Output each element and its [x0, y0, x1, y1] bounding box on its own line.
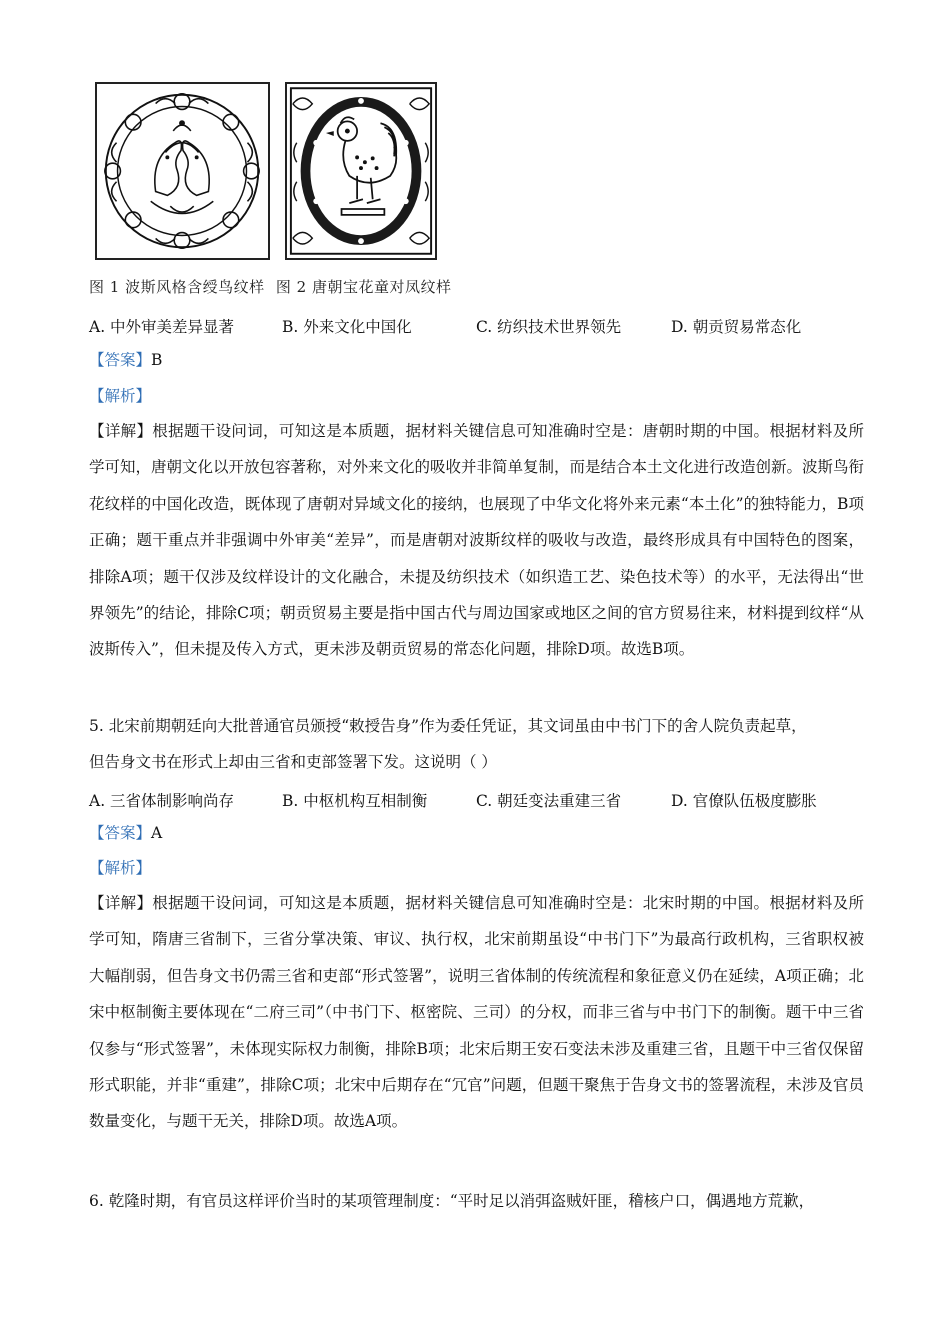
tang-medallion-illustration [287, 84, 435, 258]
q5-option-b: B. 中枢机构互相制衡 [282, 792, 428, 810]
q5-option-c: C. 朝廷变法重建三省 [476, 792, 622, 810]
figure-tang-pattern-image [285, 82, 437, 260]
q5-detail-text: 根据题干设问词，可知这是本质题，据材料关键信息可知准确时空是：北宋时期的中国。根据材料及所学可知，隋唐三省制下，三省分掌决策、审议、执行权，北宋前期虽设“中书门下”为最高行政机构，三省职权被大幅削弱，但告身文书仍需三省和吏部“形式签署”，说明三省体制的传统流程和象征意义仍在延续，A项正确；北宋中枢制衡主要体现在“二府三司”（中书门下、枢密院、三司）的分权，而非三省与中书门下的制衡。题干中三省仅参与“形式签署”，未体现实际权力制衡，排除B项；北宋后期王安石变法未涉及重建三省，且题干中三省仅保留形式职能，并非“重建”，排除C项；北宋中后期存在“冗官”问题，但题干聚焦于告身文书的签署流程，未涉及官员数量变化，与题干无关，排除D项。故选A项。 [89, 894, 864, 1131]
q6-stem-line1: 6. 乾隆时期，有官员这样评价当时的某项管理制度：“平时足以消弭盗贼奸匪，稽核户口，偶遇地方荒歉， [89, 1192, 815, 1210]
q5-analysis-label: 【解析】 [89, 859, 152, 877]
figure-captions [89, 276, 451, 297]
q4-option-a: A. 中外审美差异显著 [89, 318, 235, 336]
q4-analysis-label: 【解析】 [89, 387, 152, 405]
q5-option-a: A. 三省体制影响尚存 [89, 792, 235, 810]
q5-analysis-heading [89, 858, 151, 878]
q4-detail-label: 【详解】 [89, 422, 153, 440]
q4-answer-value: B [151, 351, 163, 369]
figure-group [92, 82, 442, 267]
q4-option-b: B. 外来文化中国化 [282, 318, 412, 336]
q4-analysis-heading [89, 386, 151, 406]
q6-stem [89, 1183, 879, 1219]
persian-roundel-illustration [97, 84, 268, 258]
q5-answer [89, 823, 162, 843]
q4-detail-text: 根据题干设问词，可知这是本质题，据材料关键信息可知准确时空是：唐朝时期的中国。根据材料及所学可知，唐朝文化以开放包容著称，对外来文化的吸收并非简单复制，而是结合本土文化进行改造创新。波斯鸟衔花纹样的中国化改造，既体现了唐朝对异域文化的接纳，也展现了中华文化将外来元素“本土化”的独特能力，B项正确；题干重点并非强调中外审美“差异”，而是唐朝对波斯纹样的吸收与改造，最终形成具有中国特色的图案，排除A项；题干仅涉及纹样设计的文化融合，未提及纺织技术（如织造工艺、染色技术等）的水平，无法得出“世界领先”的结论，排除C项；朝贡贸易主要是指中国古代与周边国家或地区之间的官方贸易往来，材料提到纹样“从波斯传入”，但未提及传入方式，更未涉及朝贡贸易的常态化问题，排除D项。故选B项。 [89, 422, 865, 659]
q4-option-d: D. 朝贡贸易常态化 [671, 318, 802, 336]
q4-detail-paragraph [89, 413, 864, 668]
q4-answer [89, 350, 162, 370]
figure2-caption: 图 2 唐朝宝花童对凤纹样 [275, 278, 452, 296]
q5-detail-paragraph [89, 885, 864, 1140]
figure-persian-pattern-image [95, 82, 270, 260]
q4-answer-label: 【答案】 [89, 351, 152, 369]
q5-detail-label: 【详解】 [89, 894, 153, 912]
q5-stem-line1: 5. 北宋前期朝廷向大批普通官员颁授“敕授告身”作为委任凭证，其文词虽由中书门下的舍人院负责起草， [89, 717, 807, 735]
q4-option-c: C. 纺织技术世界领先 [476, 318, 622, 336]
q5-answer-value: A [151, 824, 163, 842]
q5-stem [89, 708, 879, 780]
q5-option-d: D. 官僚队伍极度膨胀 [671, 792, 817, 810]
q5-answer-label: 【答案】 [89, 824, 152, 842]
q5-stem-line2: 但告身文书在形式上却由三省和吏部签署下发。这说明（ ） [89, 753, 497, 771]
figure1-caption: 图 1 波斯风格含绶鸟纹样 [89, 278, 265, 296]
